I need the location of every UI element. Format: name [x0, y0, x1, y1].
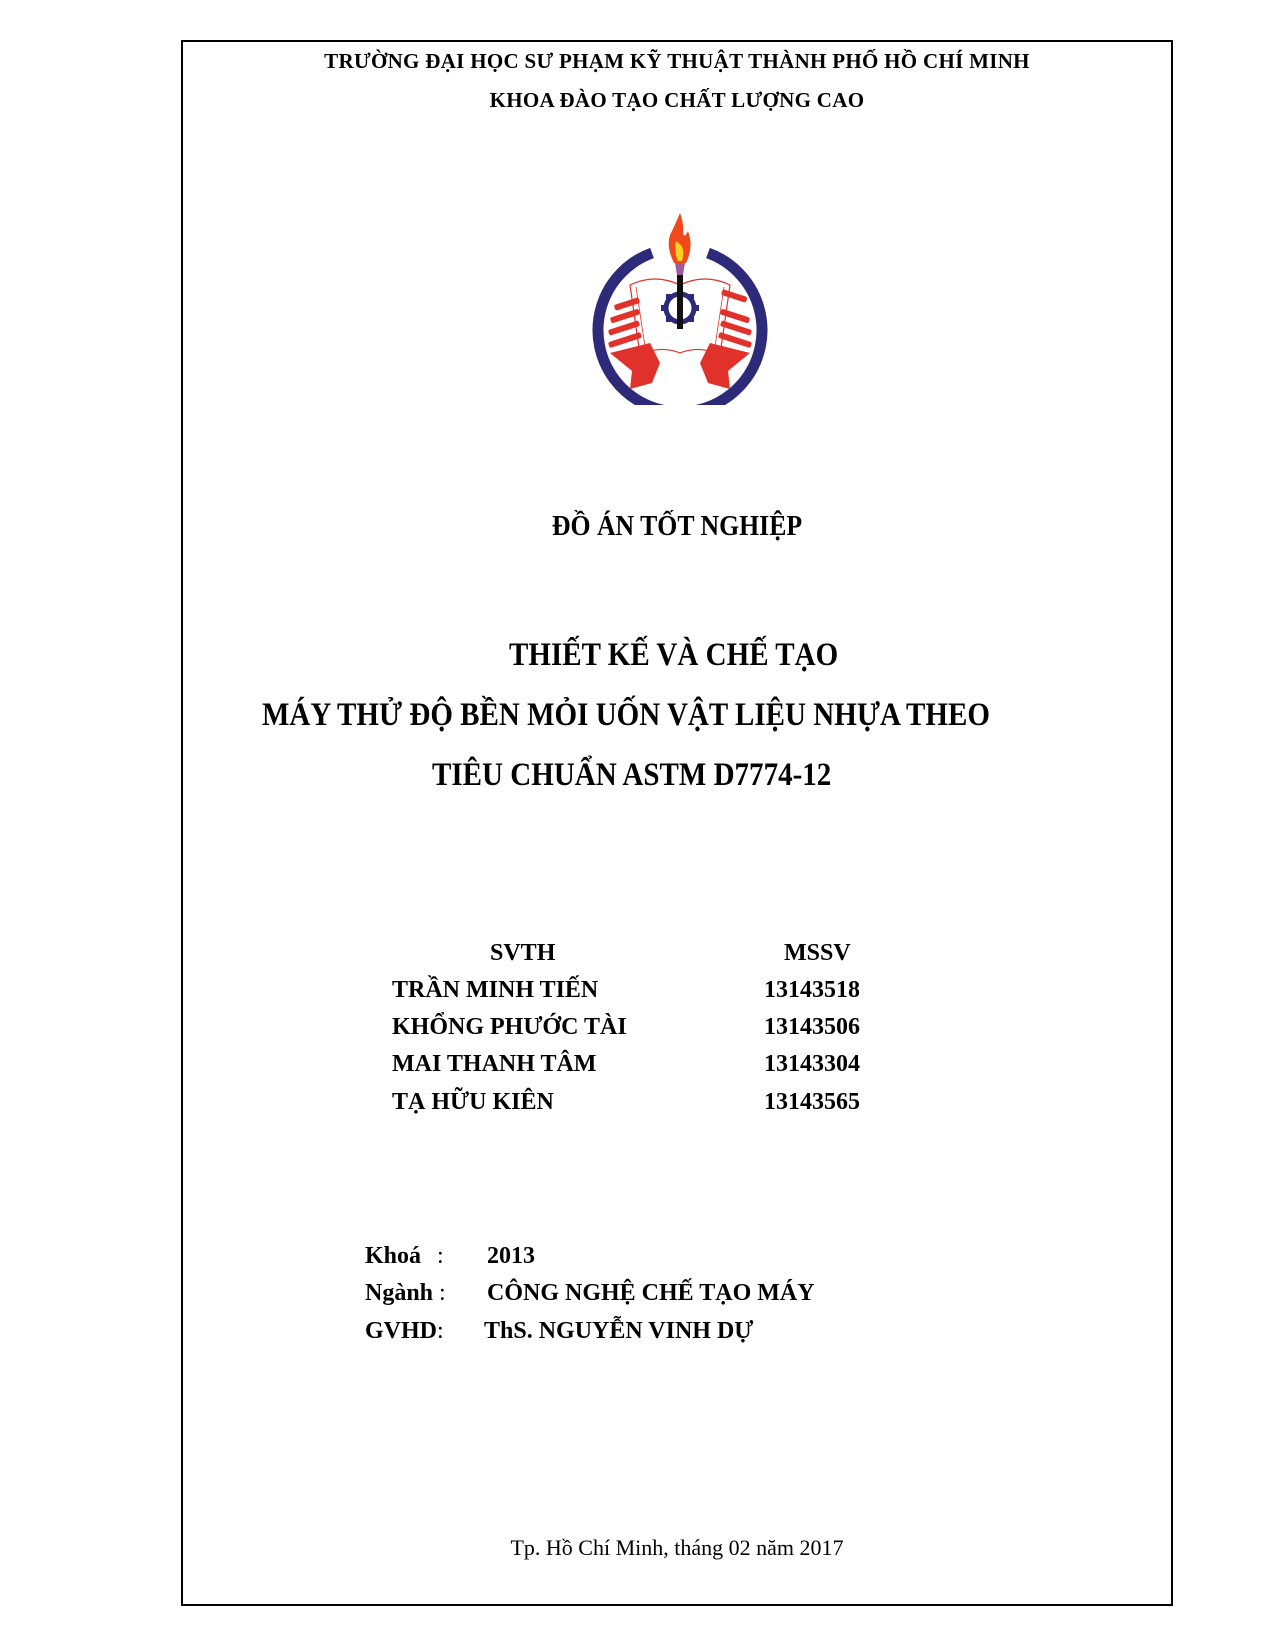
student-name: KHỔNG PHƯỚC TÀI	[392, 1014, 627, 1040]
student-id: 13143565	[764, 1089, 860, 1115]
student-name: TẠ HỮU KIÊN	[392, 1089, 554, 1115]
student-id: 13143518	[764, 977, 860, 1003]
university-emblem-icon	[580, 205, 780, 405]
faculty-name: KHOA ĐÀO TẠO CHẤT LƯỢNG CAO	[489, 88, 865, 112]
course-label: Khoá :	[365, 1243, 444, 1269]
thesis-title-line-3: TIÊU CHUẨN ASTM D7774-12	[432, 757, 832, 793]
major-value: CÔNG NGHỆ CHẾ TẠO MÁY	[487, 1280, 815, 1306]
thesis-title-line-1: THIẾT KẾ VÀ CHẾ TẠO	[509, 637, 839, 673]
course-value: 2013	[487, 1243, 535, 1269]
university-name: TRƯỜNG ĐẠI HỌC SƯ PHẠM KỸ THUẬT THÀNH PHỐ HỒ CHÍ MINH	[324, 49, 1030, 73]
thesis-title-line-2: MÁY THỬ ĐỘ BỀN MỎI UỐN VẬT LIỆU NHỰA THEO	[262, 697, 990, 733]
student-name-header: SVTH	[490, 940, 556, 966]
advisor-value: ThS. NGUYỄN VINH DỰ	[484, 1318, 754, 1344]
document-type: ĐỒ ÁN TỐT NGHIỆP	[551, 511, 803, 542]
place-and-date: Tp. Hồ Chí Minh, tháng 02 năm 2017	[510, 1535, 844, 1560]
student-id-header: MSSV	[784, 940, 851, 966]
major-label: Ngành :	[365, 1280, 446, 1306]
advisor-label: GVHD:	[365, 1318, 444, 1344]
student-name: TRẦN MINH TIẾN	[392, 977, 599, 1003]
student-id: 13143304	[764, 1051, 860, 1077]
student-name: MAI THANH TÂM	[392, 1051, 597, 1077]
student-id: 13143506	[764, 1014, 860, 1040]
